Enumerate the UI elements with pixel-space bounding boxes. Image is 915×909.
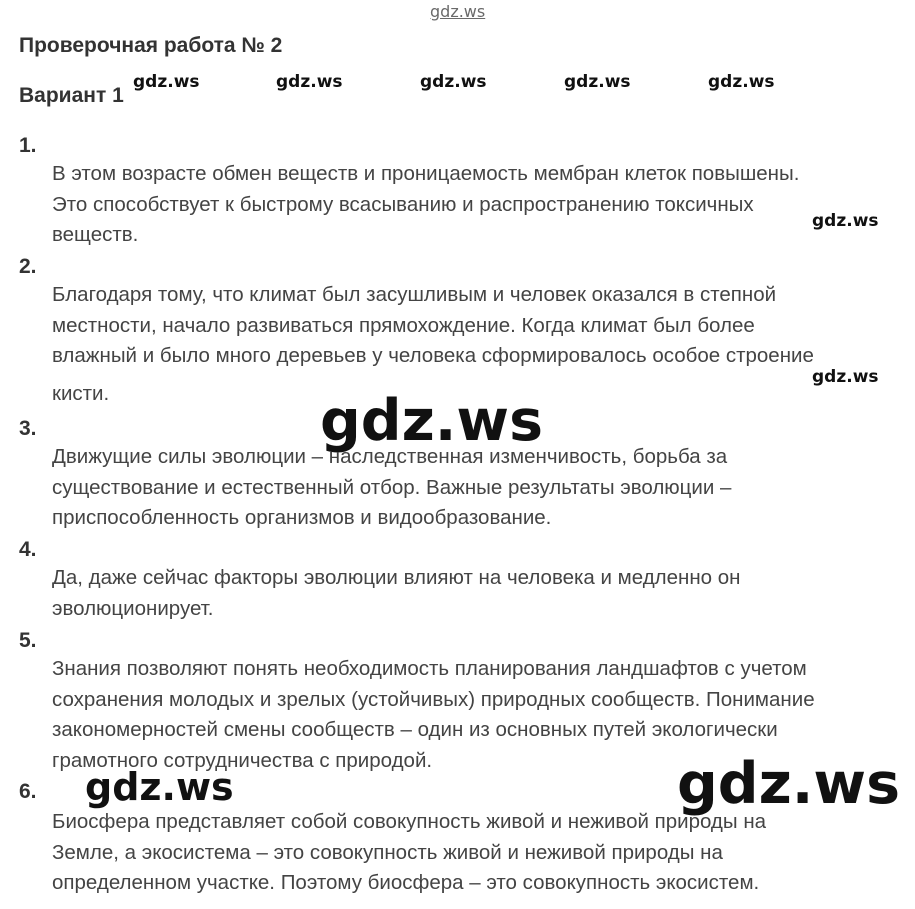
answer-line: Биосфера представляет собой совокупность живой и неживой природы на bbox=[52, 810, 767, 833]
answer-text bbox=[52, 807, 912, 899]
watermark-top: gdz.ws bbox=[430, 2, 486, 21]
answer-line: Благодаря тому, что климат был засушливым и человек оказался в степной bbox=[52, 283, 777, 306]
watermark-small: gdz.ws bbox=[420, 72, 487, 92]
page-title: Проверочная работа № 2 bbox=[19, 34, 283, 57]
answer-line: приспособленность организмов и видообразование. bbox=[52, 506, 552, 529]
answer-line: сохранения молодых и зрелых (устойчивых) природных сообществ. Понимание bbox=[52, 687, 815, 711]
answer-text bbox=[52, 563, 912, 624]
variant-heading: Вариант 1 bbox=[19, 84, 124, 107]
watermark-large: gdz.ws bbox=[677, 751, 901, 817]
watermark-small: gdz.ws bbox=[812, 211, 879, 231]
answer-line: Это способствует к быстрому всасыванию и распространению токсичных bbox=[52, 192, 754, 216]
watermark-small: gdz.ws bbox=[564, 72, 631, 92]
answer-line: Движущие силы эволюции – наследственная изменчивость, борьба за bbox=[52, 445, 728, 468]
answer-line: грамотного сотрудничества с природой. bbox=[52, 748, 433, 772]
answer-line: влажный и было много деревьев у человека сформировалось особое строение bbox=[52, 344, 814, 367]
answer-number: 2. bbox=[19, 255, 37, 278]
watermark-large: gdz.ws bbox=[320, 388, 544, 454]
answer-number: 6. bbox=[19, 780, 37, 803]
watermark-small: gdz.ws bbox=[708, 72, 775, 92]
answer-line: Знания позволяют понять необходимость планирования ландшафтов с учетом bbox=[52, 657, 807, 680]
answer-line: Земле, а экосистема – это совокупность живой и неживой природы на bbox=[52, 840, 723, 864]
answer-line: В этом возрасте обмен веществ и проницаемость мембран клеток повышены. bbox=[52, 162, 800, 185]
answer-line: местности, начало развиваться прямохождение. Когда климат был более bbox=[52, 313, 755, 337]
answer-line: закономерностей смены сообществ – один из основных путей экологически bbox=[52, 718, 778, 741]
answer-line: кисти. bbox=[52, 381, 110, 405]
answer-line: определенном участке. Поэтому биосфера – это совокупность экосистем. bbox=[52, 871, 760, 894]
answer-line: существование и естественный отбор. Важные результаты эволюции – bbox=[52, 475, 732, 499]
answer-line: эволюционирует. bbox=[52, 596, 214, 620]
answer-number: 4. bbox=[19, 538, 37, 561]
watermark-small: gdz.ws bbox=[276, 72, 343, 92]
answer-text bbox=[52, 442, 912, 534]
answer-number: 1. bbox=[19, 134, 37, 157]
watermark-small: gdz.ws bbox=[812, 367, 879, 387]
answer-line: Да, даже сейчас факторы эволюции влияют на человека и медленно он bbox=[52, 566, 741, 589]
answer-line: веществ. bbox=[52, 223, 139, 246]
answer-text bbox=[52, 159, 912, 251]
answer-number: 5. bbox=[19, 629, 37, 652]
watermark-medium: gdz.ws bbox=[85, 765, 234, 809]
watermark-small: gdz.ws bbox=[133, 72, 200, 92]
answer-number: 3. bbox=[19, 417, 37, 440]
